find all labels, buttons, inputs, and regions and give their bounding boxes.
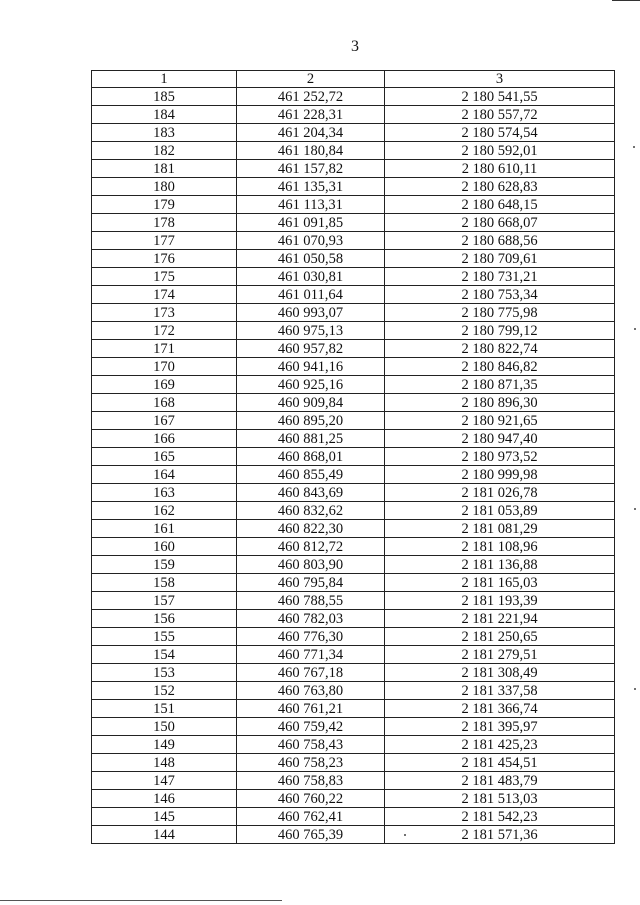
cell-point-number: 161 (92, 520, 237, 538)
cell-x-coordinate: 460 758,43 (237, 736, 385, 754)
cell-x-coordinate: 460 795,84 (237, 574, 385, 592)
cell-point-number: 157 (92, 592, 237, 610)
table-row (92, 790, 615, 808)
cell-y-coordinate: 2 180 753,34 (385, 286, 615, 304)
cell-y-coordinate: 2 180 822,74 (385, 340, 615, 358)
cell-y-coordinate: 2 180 709,61 (385, 250, 615, 268)
cell-y-coordinate: 2 180 775,98 (385, 304, 615, 322)
table-header (92, 71, 615, 88)
table-row (92, 304, 615, 322)
cell-x-coordinate: 460 868,01 (237, 448, 385, 466)
table-row (92, 376, 615, 394)
scan-speck (404, 834, 406, 836)
cell-point-number: 150 (92, 718, 237, 736)
cell-point-number: 147 (92, 772, 237, 790)
cell-point-number: 175 (92, 268, 237, 286)
cell-point-number: 182 (92, 142, 237, 160)
cell-y-coordinate: 2 181 337,58 (385, 682, 615, 700)
table-row (92, 394, 615, 412)
cell-y-coordinate: 2 181 513,03 (385, 790, 615, 808)
table-row (92, 628, 615, 646)
cell-y-coordinate: 2 181 108,96 (385, 538, 615, 556)
cell-point-number: 155 (92, 628, 237, 646)
table-row (92, 664, 615, 682)
cell-x-coordinate: 460 957,82 (237, 340, 385, 358)
cell-y-coordinate: 2 181 454,51 (385, 754, 615, 772)
cell-point-number: 165 (92, 448, 237, 466)
table-row (92, 232, 615, 250)
cell-x-coordinate: 460 767,18 (237, 664, 385, 682)
table-row (92, 610, 615, 628)
table-row (92, 826, 615, 844)
table-row (92, 160, 615, 178)
table-row (92, 358, 615, 376)
cell-point-number: 173 (92, 304, 237, 322)
cell-point-number: 153 (92, 664, 237, 682)
cell-y-coordinate: 2 180 999,98 (385, 466, 615, 484)
table-row (92, 556, 615, 574)
bottom-edge-rule (0, 900, 282, 901)
cell-y-coordinate: 2 180 799,12 (385, 322, 615, 340)
cell-point-number: 170 (92, 358, 237, 376)
cell-x-coordinate: 461 070,93 (237, 232, 385, 250)
cell-y-coordinate: 2 181 571,36 (385, 826, 615, 844)
cell-x-coordinate: 460 812,72 (237, 538, 385, 556)
column-header-y-coordinate: 3 (385, 71, 615, 88)
scan-speck (634, 508, 636, 510)
table-row (92, 574, 615, 592)
cell-x-coordinate: 460 776,30 (237, 628, 385, 646)
table-row (92, 124, 615, 142)
cell-x-coordinate: 460 832,62 (237, 502, 385, 520)
cell-x-coordinate: 460 761,21 (237, 700, 385, 718)
cell-point-number: 177 (92, 232, 237, 250)
table-row (92, 430, 615, 448)
cell-point-number: 151 (92, 700, 237, 718)
cell-y-coordinate: 2 180 947,40 (385, 430, 615, 448)
scan-speck (634, 328, 636, 330)
cell-x-coordinate: 460 762,41 (237, 808, 385, 826)
cell-x-coordinate: 460 822,30 (237, 520, 385, 538)
cell-point-number: 176 (92, 250, 237, 268)
cell-point-number: 152 (92, 682, 237, 700)
cell-x-coordinate: 461 050,58 (237, 250, 385, 268)
cell-y-coordinate: 2 181 136,88 (385, 556, 615, 574)
cell-y-coordinate: 2 180 557,72 (385, 106, 615, 124)
cell-y-coordinate: 2 180 921,65 (385, 412, 615, 430)
cell-point-number: 156 (92, 610, 237, 628)
cell-x-coordinate: 460 758,83 (237, 772, 385, 790)
table-row (92, 700, 615, 718)
header-row (92, 71, 615, 88)
cell-point-number: 154 (92, 646, 237, 664)
cell-x-coordinate: 461 135,31 (237, 178, 385, 196)
cell-x-coordinate: 460 925,16 (237, 376, 385, 394)
cell-x-coordinate: 460 975,13 (237, 322, 385, 340)
top-edge-rule (612, 0, 640, 1)
cell-point-number: 164 (92, 466, 237, 484)
cell-x-coordinate: 461 091,85 (237, 214, 385, 232)
cell-point-number: 160 (92, 538, 237, 556)
cell-x-coordinate: 461 113,31 (237, 196, 385, 214)
cell-x-coordinate: 460 941,16 (237, 358, 385, 376)
cell-y-coordinate: 2 180 610,11 (385, 160, 615, 178)
cell-point-number: 178 (92, 214, 237, 232)
cell-point-number: 159 (92, 556, 237, 574)
cell-x-coordinate: 460 909,84 (237, 394, 385, 412)
cell-x-coordinate: 461 252,72 (237, 88, 385, 106)
cell-x-coordinate: 460 771,34 (237, 646, 385, 664)
cell-x-coordinate: 460 758,23 (237, 754, 385, 772)
cell-x-coordinate: 461 180,84 (237, 142, 385, 160)
cell-point-number: 163 (92, 484, 237, 502)
table-row (92, 502, 615, 520)
scan-speck (634, 688, 636, 690)
table-row (92, 592, 615, 610)
cell-y-coordinate: 2 181 308,49 (385, 664, 615, 682)
cell-point-number: 184 (92, 106, 237, 124)
cell-x-coordinate: 460 763,80 (237, 682, 385, 700)
cell-y-coordinate: 2 181 395,97 (385, 718, 615, 736)
table-row (92, 412, 615, 430)
cell-point-number: 162 (92, 502, 237, 520)
cell-x-coordinate: 460 895,20 (237, 412, 385, 430)
table-row (92, 466, 615, 484)
cell-point-number: 171 (92, 340, 237, 358)
cell-y-coordinate: 2 181 026,78 (385, 484, 615, 502)
cell-x-coordinate: 460 759,42 (237, 718, 385, 736)
table-row (92, 340, 615, 358)
table-row (92, 754, 615, 772)
cell-x-coordinate: 460 765,39 (237, 826, 385, 844)
cell-y-coordinate: 2 181 250,65 (385, 628, 615, 646)
cell-point-number: 144 (92, 826, 237, 844)
cell-point-number: 168 (92, 394, 237, 412)
cell-point-number: 149 (92, 736, 237, 754)
cell-point-number: 167 (92, 412, 237, 430)
cell-x-coordinate: 461 030,81 (237, 268, 385, 286)
cell-point-number: 183 (92, 124, 237, 142)
cell-x-coordinate: 460 993,07 (237, 304, 385, 322)
cell-point-number: 166 (92, 430, 237, 448)
cell-y-coordinate: 2 180 688,56 (385, 232, 615, 250)
cell-point-number: 179 (92, 196, 237, 214)
cell-x-coordinate: 461 228,31 (237, 106, 385, 124)
cell-y-coordinate: 2 180 628,83 (385, 178, 615, 196)
cell-y-coordinate: 2 180 846,82 (385, 358, 615, 376)
table-row (92, 106, 615, 124)
cell-point-number: 146 (92, 790, 237, 808)
table-row (92, 682, 615, 700)
cell-y-coordinate: 2 180 541,55 (385, 88, 615, 106)
cell-point-number: 172 (92, 322, 237, 340)
cell-point-number: 174 (92, 286, 237, 304)
table-row (92, 808, 615, 826)
table-body (92, 88, 615, 844)
table-row (92, 178, 615, 196)
cell-x-coordinate: 460 855,49 (237, 466, 385, 484)
table-row (92, 286, 615, 304)
cell-x-coordinate: 460 803,90 (237, 556, 385, 574)
cell-point-number: 180 (92, 178, 237, 196)
cell-y-coordinate: 2 180 731,21 (385, 268, 615, 286)
cell-y-coordinate: 2 181 221,94 (385, 610, 615, 628)
cell-x-coordinate: 461 204,34 (237, 124, 385, 142)
scan-speck (633, 146, 635, 148)
table-row (92, 646, 615, 664)
cell-x-coordinate: 460 788,55 (237, 592, 385, 610)
cell-y-coordinate: 2 180 973,52 (385, 448, 615, 466)
column-header-point-number: 1 (92, 71, 237, 88)
table-row (92, 520, 615, 538)
cell-y-coordinate: 2 181 193,39 (385, 592, 615, 610)
cell-y-coordinate: 2 180 668,07 (385, 214, 615, 232)
cell-point-number: 169 (92, 376, 237, 394)
cell-x-coordinate: 460 881,25 (237, 430, 385, 448)
cell-point-number: 185 (92, 88, 237, 106)
cell-y-coordinate: 2 181 483,79 (385, 772, 615, 790)
cell-x-coordinate: 460 843,69 (237, 484, 385, 502)
cell-y-coordinate: 2 181 542,23 (385, 808, 615, 826)
cell-y-coordinate: 2 181 053,89 (385, 502, 615, 520)
cell-y-coordinate: 2 180 896,30 (385, 394, 615, 412)
cell-y-coordinate: 2 180 592,01 (385, 142, 615, 160)
coordinates-table (91, 70, 615, 844)
table-row (92, 196, 615, 214)
cell-y-coordinate: 2 180 871,35 (385, 376, 615, 394)
table-row (92, 718, 615, 736)
cell-point-number: 145 (92, 808, 237, 826)
cell-y-coordinate: 2 181 425,23 (385, 736, 615, 754)
table-row (92, 322, 615, 340)
table-row (92, 448, 615, 466)
cell-y-coordinate: 2 181 081,29 (385, 520, 615, 538)
table-row (92, 250, 615, 268)
table-row (92, 538, 615, 556)
table-row (92, 736, 615, 754)
cell-y-coordinate: 2 181 279,51 (385, 646, 615, 664)
column-header-x-coordinate: 2 (237, 71, 385, 88)
table-row (92, 268, 615, 286)
cell-y-coordinate: 2 181 366,74 (385, 700, 615, 718)
page-number: 3 (351, 38, 359, 55)
cell-x-coordinate: 461 157,82 (237, 160, 385, 178)
cell-y-coordinate: 2 180 648,15 (385, 196, 615, 214)
table-row (92, 142, 615, 160)
table-row (92, 772, 615, 790)
cell-y-coordinate: 2 181 165,03 (385, 574, 615, 592)
cell-x-coordinate: 460 760,22 (237, 790, 385, 808)
cell-x-coordinate: 461 011,64 (237, 286, 385, 304)
cell-point-number: 148 (92, 754, 237, 772)
table-row (92, 214, 615, 232)
cell-point-number: 181 (92, 160, 237, 178)
cell-x-coordinate: 460 782,03 (237, 610, 385, 628)
cell-y-coordinate: 2 180 574,54 (385, 124, 615, 142)
table-row (92, 88, 615, 106)
table-row (92, 484, 615, 502)
cell-point-number: 158 (92, 574, 237, 592)
